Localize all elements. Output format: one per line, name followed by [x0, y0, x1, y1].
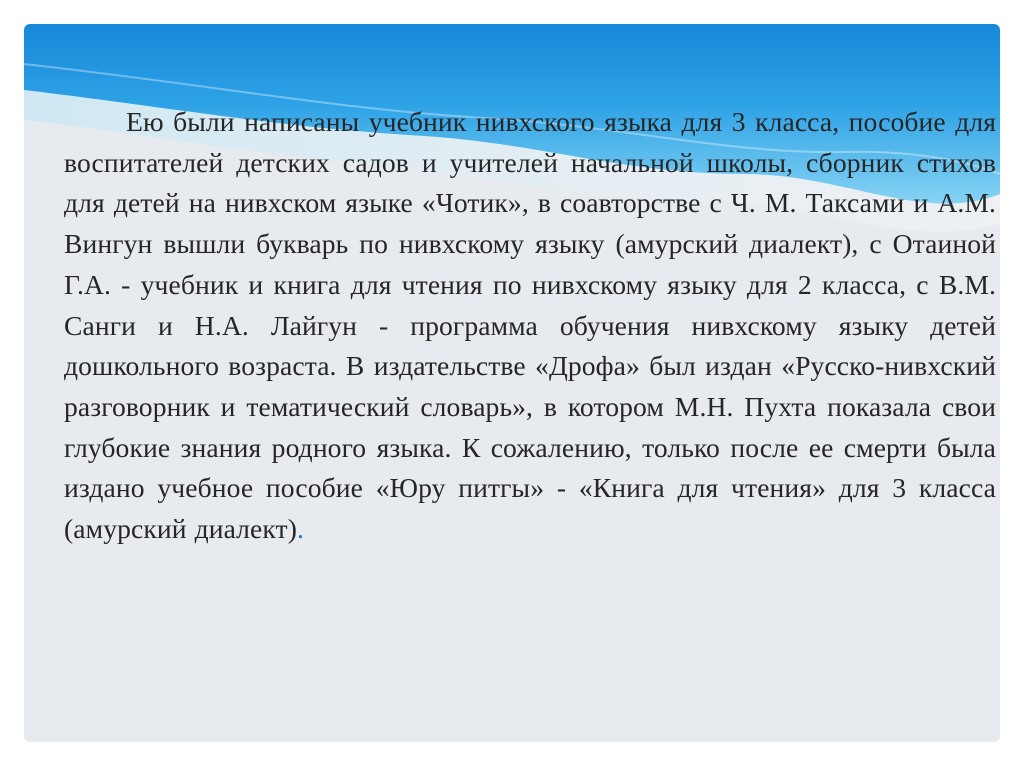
paragraph-end-dot: .	[296, 513, 304, 545]
slide-paragraph	[64, 102, 996, 550]
paragraph-text: Ею были написаны учебник нивхского языка для 3 класса, пособие для воспитателей детских садов и учителей начальной школы, сборник стихов для детей на нивхском языке «Чотик», в соавторстве с Ч. М. Таксами и А.М. Вингун вышли букварь по нивхскому языку (амурский диалект), с Отаиной Г.А. - учебник и книга для чтения по нивхскому языку для 2 класса, с В.М. Санги и Н.А. Лайгун - программа обучения нивхскому языку детей дошкольного возраста. В издательстве «Дрофа» был издан «Русско-нивхский разговорник и тематический словарь», в котором М.Н. Пухта показала свои глубокие знания родного языка. К сожалению, только после ее смерти была издано учебное пособие «Юру питгы» - «Книга для чтения» для 3 класса (амурский диалект)	[64, 106, 996, 545]
